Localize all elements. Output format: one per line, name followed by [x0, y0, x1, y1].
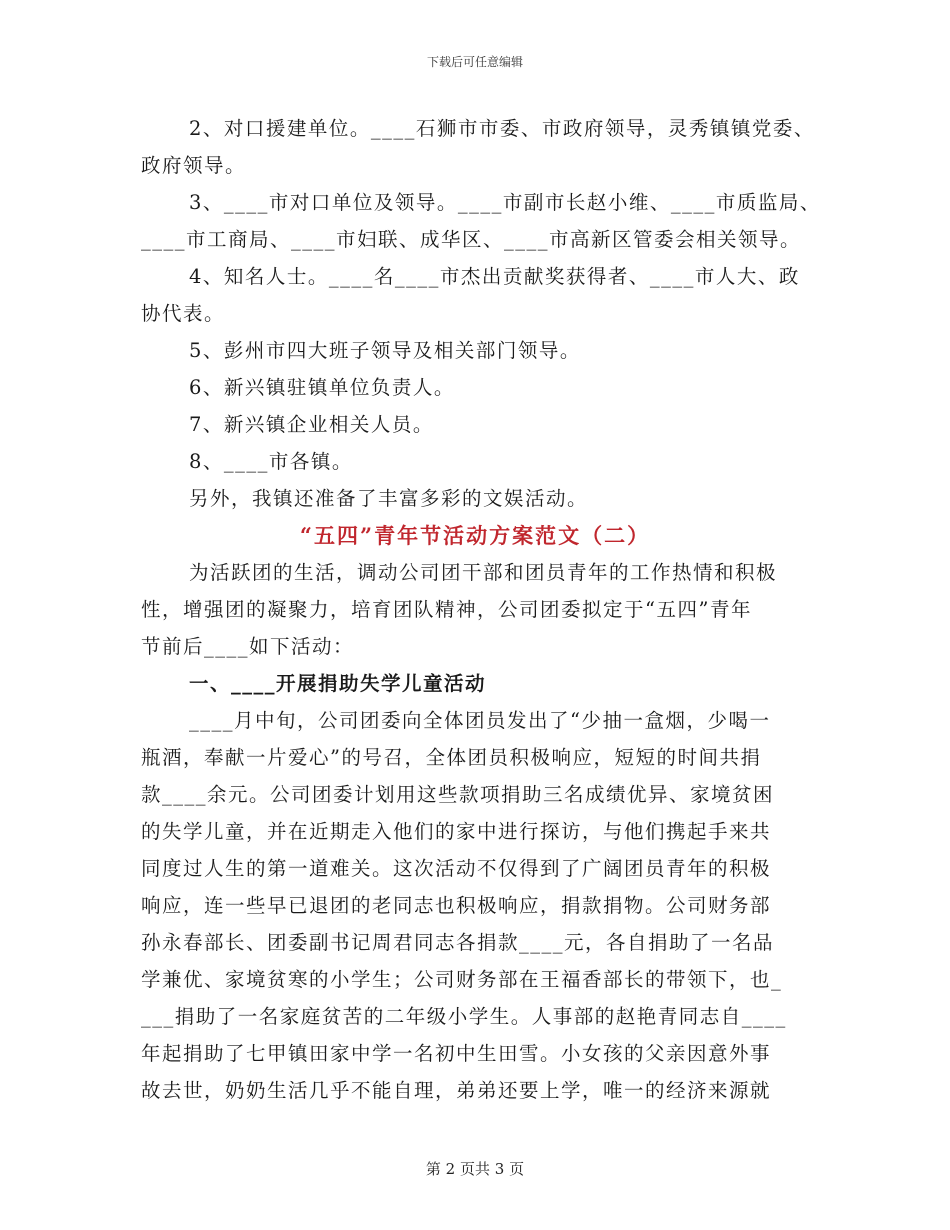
text-line: 另外，我镇还准备了丰富多彩的文娱活动。 — [189, 487, 589, 510]
text-line: 响应，连一些早已退团的老同志也积极响应，捐款捐物。公司财务部 — [141, 894, 772, 917]
text-line: 款____余元。公司团委计划用这些款项捐助三名成绩优异、家境贫困 — [141, 783, 775, 806]
text-line: 性，增强团的凝聚力，培育团队精神，公司团委拟定于“五四”青年 — [141, 598, 752, 621]
document-body — [141, 110, 821, 1109]
text-line: ____月中旬，公司团委向全体团员发出了“少抽一盒烟，少喝一 — [189, 709, 771, 732]
text-line: 节前后____如下活动： — [141, 635, 355, 658]
text-line: 年起捐助了七甲镇田家中学一名初中生田雪。小女孩的父亲因意外事 — [141, 1042, 772, 1065]
text-line: 2、对口援建单位。____石狮市市委、市政府领导，灵秀镇镇党委、 — [189, 117, 815, 140]
text-line: 协代表。 — [141, 302, 226, 325]
text-line: 孙永春部长、团委副书记周君同志各捐款____元，各自捐助了一名品 — [141, 931, 775, 954]
text-line: 5、彭州市四大班子领导及相关部门领导。 — [189, 339, 581, 362]
text-line: 故去世，奶奶生活几乎不能自理，弟弟还要上学，唯一的经济来源就 — [141, 1079, 772, 1102]
text-line: ____市工商局、____市妇联、成华区、____市高新区管委会相关领导。 — [141, 228, 802, 251]
text-line: 的失学儿童，并在近期走入他们的家中进行探访，与他们携起手来共 — [141, 820, 772, 843]
text-line: 政府领导。 — [141, 154, 247, 177]
text-line: 4、知名人士。____名____市杰出贡献奖获得者、____市人大、政 — [189, 265, 800, 288]
text-line: 瓶酒，奉献一片爱心”的号召，全体团员积极响应，短短的时间共捐 — [141, 746, 762, 769]
text-line: 6、新兴镇驻镇单位负责人。 — [189, 376, 455, 399]
text-line: 8、____市各镇。 — [189, 450, 353, 473]
page-footer: 第 2 页共 3 页 — [425, 1160, 525, 1178]
text-line: 同度过人生的第一道难关。这次活动不仅得到了广阔团员青年的积极 — [141, 857, 772, 880]
text-line: 学兼优、家境贫寒的小学生；公司财务部在王福香部长的带领下，也_ — [141, 968, 783, 991]
section-title: “五四”青年节活动方案范文（二） — [299, 523, 651, 548]
text-line: 3、____市对口单位及领导。____市副市长赵小维、____市质监局、 — [189, 191, 821, 214]
page-header: 下载后可任意编辑 — [426, 55, 523, 69]
text-line: 7、新兴镇企业相关人员。 — [189, 413, 434, 436]
text-line: ___捐助了一名家庭贫苦的二年级小学生。人事部的赵艳青同志自____ — [141, 1005, 787, 1028]
text-line: 为活跃团的生活，调动公司团干部和团员青年的工作热情和积极 — [189, 561, 778, 584]
section-heading: 一、____开展捐助失学儿童活动 — [189, 672, 487, 695]
